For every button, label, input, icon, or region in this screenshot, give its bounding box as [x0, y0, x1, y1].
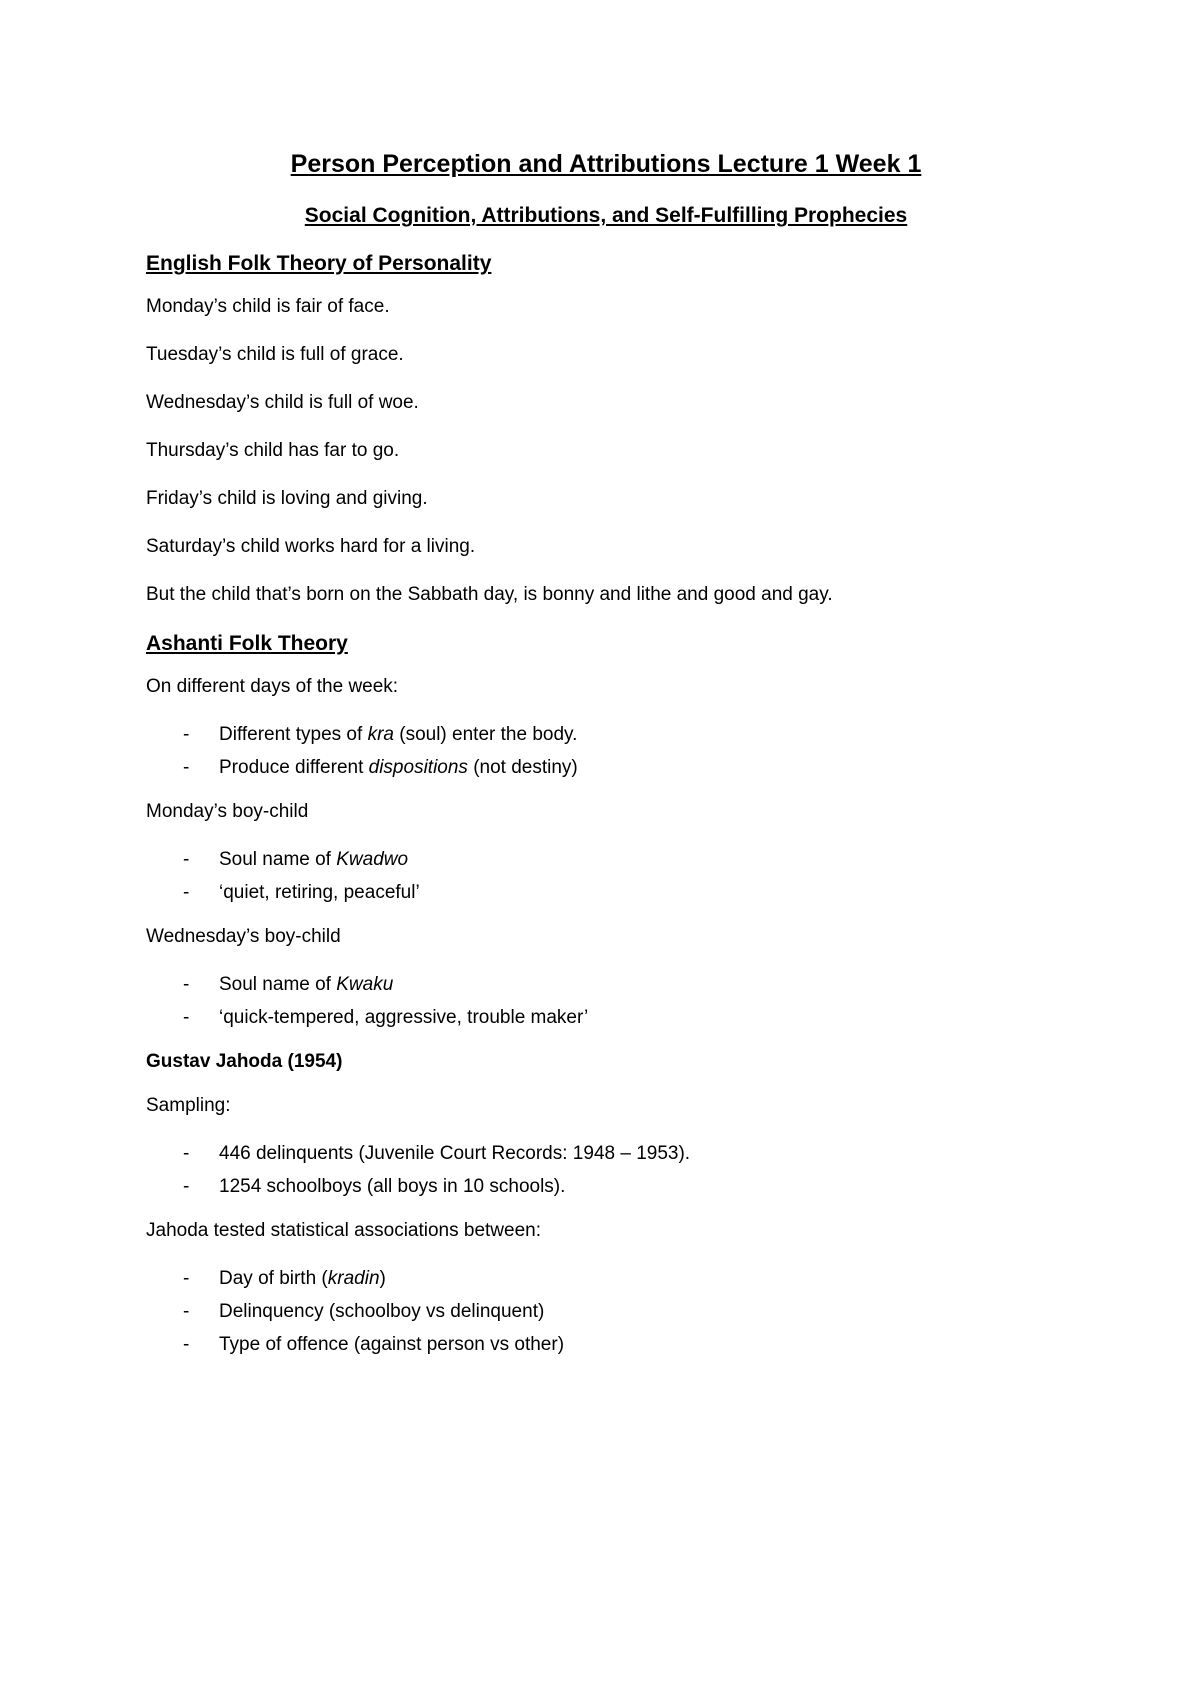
list-item: - Different types of kra (soul) enter the body.	[146, 722, 1066, 748]
english-folk-theory-heading: English Folk Theory of Personality	[146, 252, 492, 275]
list-item: - Delinquency (schoolboy vs delinquent)	[146, 1299, 1066, 1325]
tested-associations-list	[146, 1266, 1066, 1358]
list-item: - Type of offence (against person vs other)	[146, 1332, 1066, 1358]
verse-line-thursday: Thursday’s child has far to go.	[146, 440, 400, 461]
verse-line-saturday: Saturday’s child works hard for a living.	[146, 536, 476, 557]
page-subtitle: Social Cognition, Attributions, and Self-Fulfilling Prophecies	[304, 204, 908, 227]
verse-line-sabbath: But the child that’s born on the Sabbath day, is bonny and lithe and good and gay.	[146, 584, 833, 605]
list-item: - ‘quick-tempered, aggressive, trouble maker’	[146, 1005, 1066, 1031]
jahoda-heading: Gustav Jahoda (1954)	[146, 1051, 343, 1072]
monday-boy-child-label: Monday’s boy-child	[146, 801, 309, 822]
verse-line-friday: Friday’s child is loving and giving.	[146, 488, 428, 509]
ashanti-intro-list	[146, 722, 1066, 781]
list-item: - Soul name of Kwaku	[146, 972, 1066, 998]
monday-boy-child-list	[146, 847, 1066, 906]
english-folk-theory-verse	[146, 294, 1066, 608]
tested-associations-label: Jahoda tested statistical associations between:	[146, 1220, 542, 1241]
ashanti-intro: On different days of the week:	[146, 676, 399, 697]
verse-line-tuesday: Tuesday’s child is full of grace.	[146, 344, 404, 365]
kradin-term: kradin	[327, 1268, 380, 1289]
kwadwo-term: Kwadwo	[336, 849, 409, 870]
page-title: Person Perception and Attributions Lecture 1 Week 1	[290, 150, 922, 178]
list-item: - Produce different dispositions (not destiny)	[146, 755, 1066, 781]
list-item: - Soul name of Kwadwo	[146, 847, 1066, 873]
wednesday-boy-child-label: Wednesday’s boy-child	[146, 926, 341, 947]
list-item: - 1254 schoolboys (all boys in 10 schools).	[146, 1174, 1066, 1200]
ashanti-folk-theory-heading: Ashanti Folk Theory	[146, 632, 348, 655]
dispositions-term: dispositions	[368, 757, 468, 778]
list-item: - Day of birth (kradin)	[146, 1266, 1066, 1292]
kra-term: kra	[367, 724, 394, 745]
document-body	[146, 148, 1066, 1376]
list-item: - ‘quiet, retiring, peaceful’	[146, 880, 1066, 906]
list-item: - 446 delinquents (Juvenile Court Records: 1948 – 1953).	[146, 1141, 1066, 1167]
verse-line-wednesday: Wednesday’s child is full of woe.	[146, 392, 419, 413]
kwaku-term: Kwaku	[336, 974, 394, 995]
wednesday-boy-child-list	[146, 972, 1066, 1031]
sampling-label: Sampling:	[146, 1095, 231, 1116]
sampling-list	[146, 1141, 1066, 1200]
verse-line-monday: Monday’s child is fair of face.	[146, 296, 390, 317]
